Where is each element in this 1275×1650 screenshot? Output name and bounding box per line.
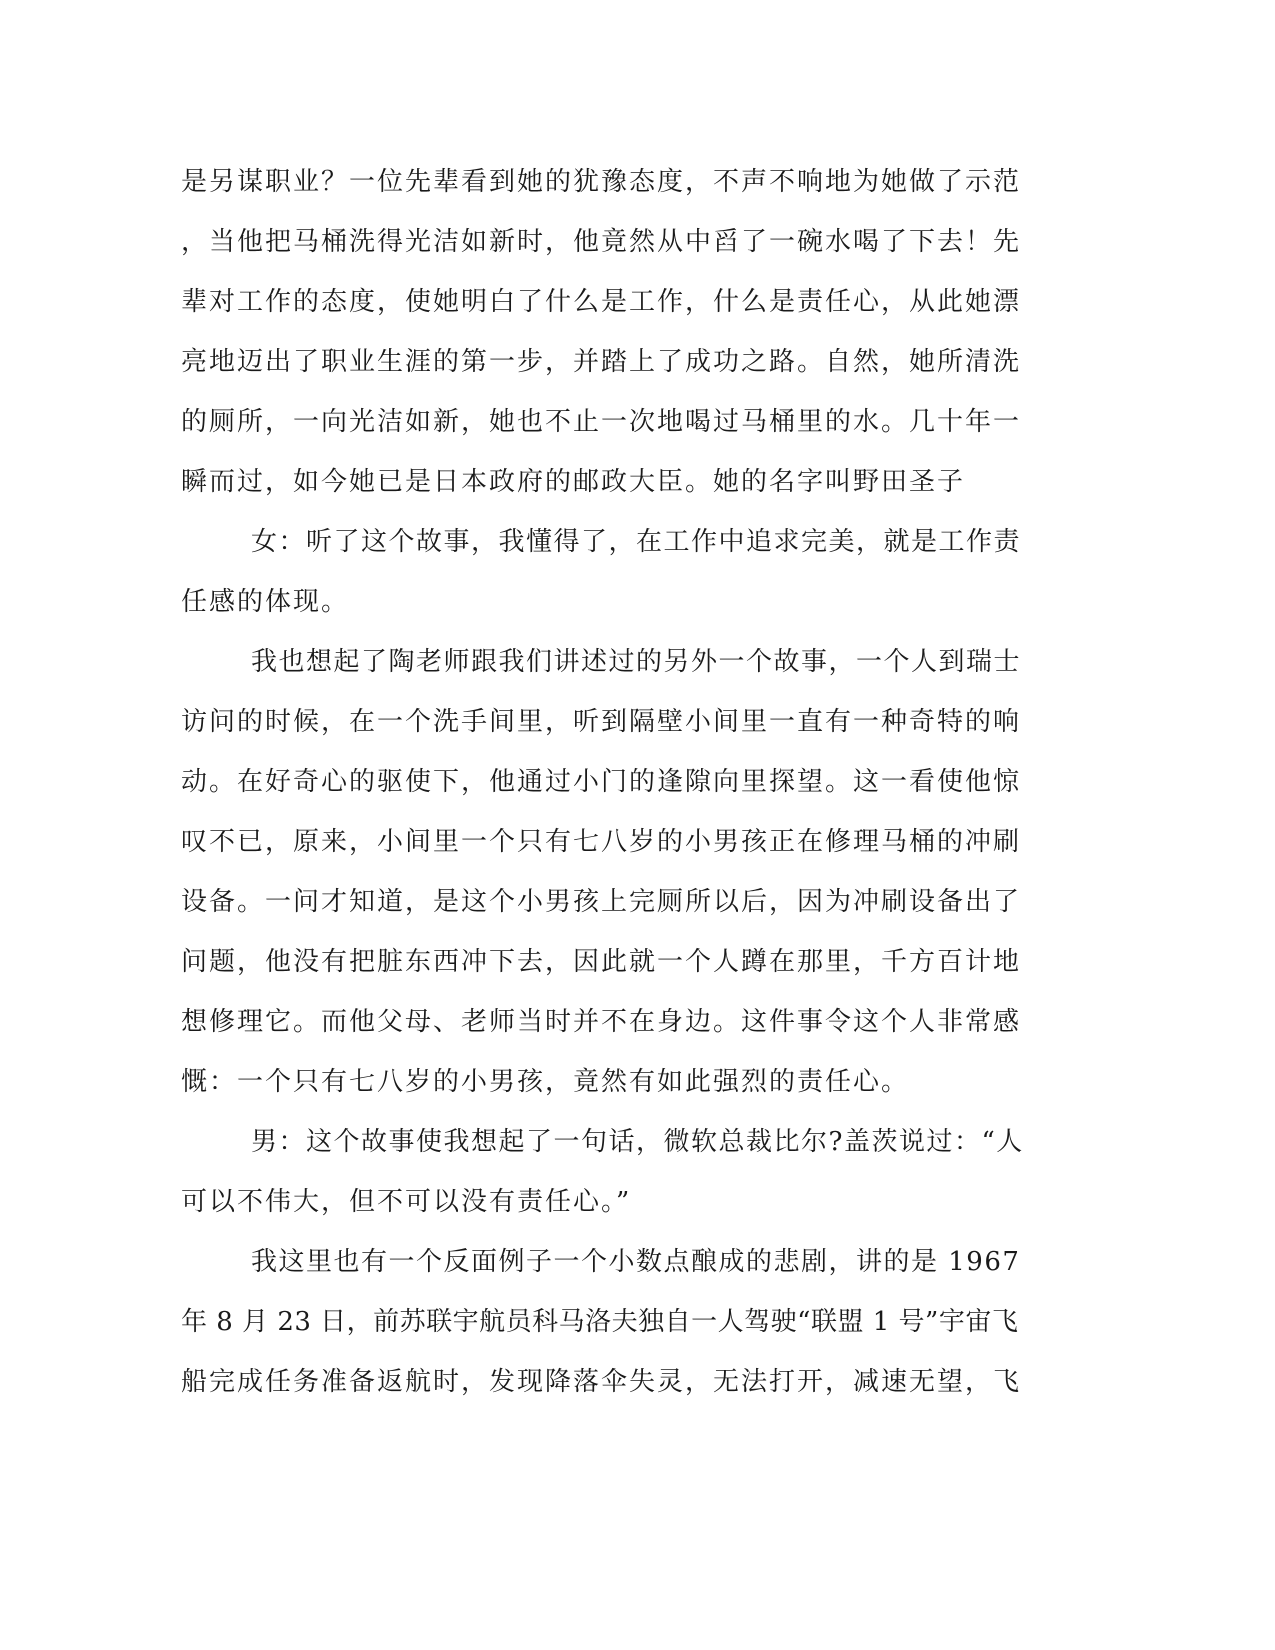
- text-line-paragraph-start: 女：听了这个故事，我懂得了，在工作中追求完美，就是工作责: [251, 527, 1022, 557]
- text-line: 年 8 月 23 日，前苏联宇航员科马洛夫独自一人驾驶“联盟 1 号”宇宙飞: [181, 1307, 1019, 1337]
- text-line: 问题，他没有把脏东西冲下去，因此就一个人蹲在那里，千方百计地: [181, 947, 1022, 977]
- text-line-paragraph-start: 男：这个故事使我想起了一句话，微软总裁比尔?盖茨说过：“人: [251, 1127, 1024, 1157]
- text-line: 设备。一问才知道，是这个小男孩上完厕所以后，因为冲刷设备出了: [181, 887, 1022, 917]
- text-line: 辈对工作的态度，使她明白了什么是工作，什么是责任心，从此她漂: [181, 287, 1022, 317]
- text-line: 的厕所，一向光洁如新，她也不止一次地喝过马桶里的水。几十年一: [181, 407, 1022, 437]
- text-line: 想修理它。而他父母、老师当时并不在身边。这件事令这个人非常感: [181, 1007, 1022, 1037]
- text-line: 船完成任务准备返航时，发现降落伞失灵，无法打开，减速无望，飞: [181, 1367, 1022, 1397]
- text-line: 访问的时候，在一个洗手间里，听到隔壁小间里一直有一种奇特的响: [181, 707, 1022, 737]
- text-line: 任感的体现。: [181, 587, 350, 617]
- text-line: 动。在好奇心的驱使下，他通过小门的逢隙向里探望。这一看使他惊: [181, 767, 1022, 797]
- text-line: 慨：一个只有七八岁的小男孩，竟然有如此强烈的责任心。: [181, 1067, 910, 1097]
- text-line: 可以不伟大，但不可以没有责任心。”: [181, 1187, 632, 1217]
- text-line: ，当他把马桶洗得光洁如新时，他竟然从中舀了一碗水喝了下去！先: [181, 227, 1022, 257]
- document-body-text: [181, 156, 1026, 1416]
- text-line: 亮地迈出了职业生涯的第一步，并踏上了成功之路。自然，她所清洗: [181, 347, 1022, 377]
- text-line: 瞬而过，如今她已是日本政府的邮政大臣。她的名字叫野田圣子: [181, 467, 966, 497]
- text-line: 是另谋职业？一位先辈看到她的犹豫态度，不声不响地为她做了示范: [181, 167, 1022, 197]
- text-line: 叹不已，原来，小间里一个只有七八岁的小男孩正在修理马桶的冲刷: [181, 827, 1022, 857]
- text-line-paragraph-start: 我也想起了陶老师跟我们讲述过的另外一个故事，一个人到瑞士: [251, 647, 1022, 677]
- text-line-paragraph-start: 我这里也有一个反面例子一个小数点酿成的悲剧，讲的是 1967: [251, 1247, 1021, 1277]
